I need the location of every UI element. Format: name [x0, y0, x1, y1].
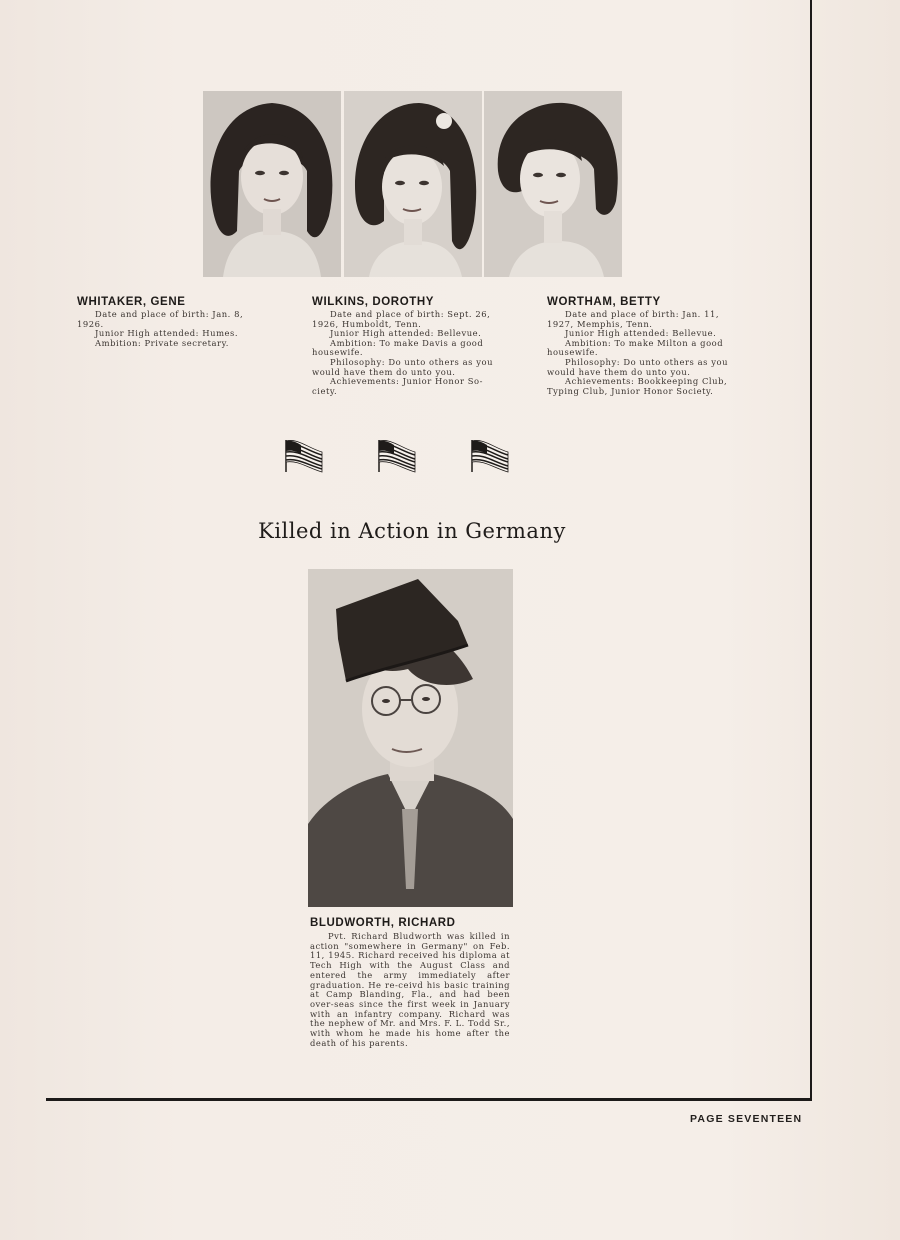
- portrait-dorothy-wilkins: [344, 91, 482, 277]
- entry-line: Date and place of birth: Jan. 8,: [95, 309, 244, 319]
- student-name: WILKINS, DOROTHY: [312, 296, 435, 308]
- american-flag-icon: [377, 438, 417, 474]
- entry-line: Ambition: To make Milton a good: [565, 337, 724, 348]
- entry-line: Achievements: Bookkeeping Club,: [565, 376, 728, 387]
- entry-line: 1926, Humboldt, Tenn.: [312, 318, 422, 329]
- entry-line: Junior High attended: Bellevue.: [330, 328, 482, 339]
- entry-line: 1926.: [77, 318, 104, 329]
- entry-line: Date and place of birth: Sept. 26,: [330, 309, 491, 319]
- entry-line: Date and place of birth: Jan. 11,: [565, 309, 720, 319]
- entry-line: Ambition: Private secretary.: [95, 337, 229, 348]
- american-flag-icon: [470, 438, 510, 474]
- entry-line: Typing Club, Junior Honor Society.: [547, 385, 714, 396]
- entry-line: Junior High attended: Bellevue.: [565, 328, 717, 339]
- entry-line: Ambition: To make Davis a good: [330, 337, 484, 348]
- american-flag-icon: [284, 438, 324, 474]
- memorial-headline: Killed in Action in Germany: [258, 519, 566, 543]
- portrait-gene-whitaker: [203, 91, 341, 277]
- horizontal-rule: [46, 1098, 812, 1101]
- page-number: PAGE SEVENTEEN: [690, 1113, 803, 1125]
- student-name: WHITAKER, GENE: [77, 296, 186, 308]
- vertical-rule: [810, 0, 812, 1100]
- portrait-betty-wortham: [484, 91, 622, 277]
- entry-line: Achievements: Junior Honor So-: [330, 376, 483, 387]
- memorial-text: Pvt. Richard Bludworth was killed in action "somewhere in Germany" on Feb. 11, 1945. Richard received his diploma at Tech High with the August Class and entered the army immediately after graduation. He re-ceivd his basic training at Camp Blanding, Fla., and had been over-seas since the first week in January with an infantry company. Richard was the nephew of Mr. and Mrs. F. L. Todd Sr., with whom he made his home after the death of his parents.: [310, 931, 510, 1048]
- entry-line: ciety.: [312, 385, 338, 396]
- memorial-bio: [310, 917, 510, 1048]
- entry-line: housewife.: [547, 347, 599, 358]
- student-entry-wilkins: [312, 296, 517, 396]
- student-entry-whitaker: [77, 296, 282, 348]
- entry-line: 1927, Memphis, Tenn.: [547, 318, 653, 329]
- entry-line: Junior High attended: Humes.: [95, 328, 239, 339]
- entry-line: would have them do unto you.: [547, 366, 691, 377]
- entry-line: Philosophy: Do unto others as you: [330, 356, 494, 367]
- entry-line: Philosophy: Do unto others as you: [565, 356, 729, 367]
- student-entry-wortham: [547, 296, 752, 396]
- student-name: WORTHAM, BETTY: [547, 296, 661, 308]
- entry-line: would have them do unto you.: [312, 366, 456, 377]
- memorial-name: BLUDWORTH, RICHARD: [310, 917, 456, 929]
- entry-line: housewife.: [312, 347, 364, 358]
- portrait-richard-bludworth: [308, 569, 513, 907]
